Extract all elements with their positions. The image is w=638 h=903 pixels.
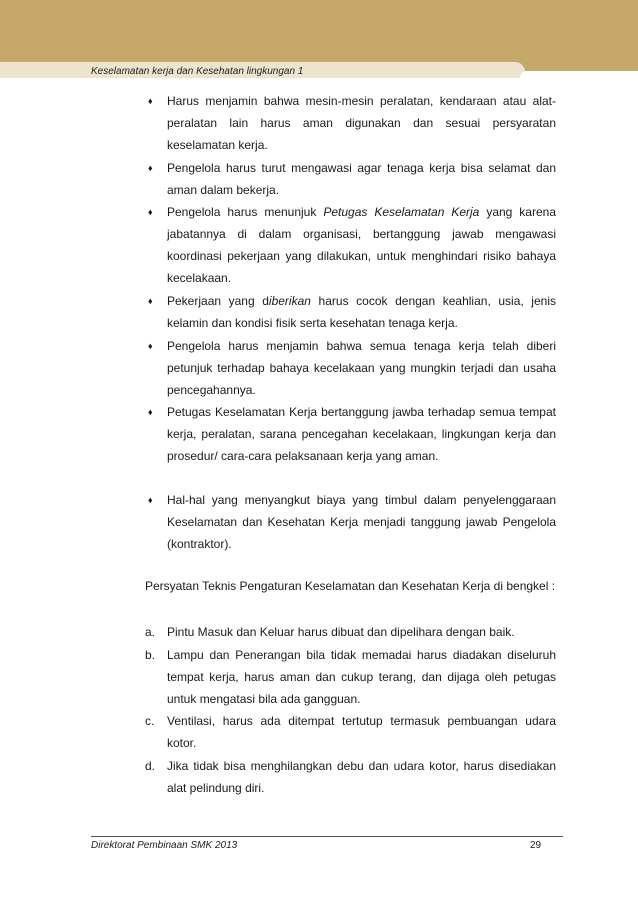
list-text: Jika tidak bisa menghilangkan debu dan udara kotor, harus disediakan alat pelindung diri. [167,759,556,795]
diamond-bullet-icon: ♦ [148,341,153,351]
bullet-item [148,401,556,467]
list-item [145,644,556,710]
list-text: Lampu dan Penerangan bila tidak memadai harus diadakan diseluruh tempat kerja, harus aman dan cukup terang, dan dijaga oleh petugas untuk mengatasi bila ada gangguan. [167,648,556,706]
bullet-text: Harus menjamin bahwa mesin-mesin peralatan, kendaraan atau alat-peralatan lain harus aman digunakan dan sesuai persyaratan keselamatan kerja. [167,94,556,152]
list-item [145,710,556,754]
bullet-item [148,157,556,201]
diamond-bullet-icon: ♦ [148,96,153,106]
page-number: 29 [530,840,542,851]
bullet-item [148,335,556,401]
bullet-text: Petugas Keselamatan Kerja bertanggung jawba terhadap semua tempat kerja, peralatan, sarana pencegahan kecelakaan, lingkungan kerja dan prosedur/ cara-cara pelaksanaan kerja yang aman. [167,405,556,463]
bullet-item [148,201,556,289]
list-text: Pintu Masuk dan Keluar harus dibuat dan dipelihara dengan baik. [167,625,515,639]
intro-paragraph: Persyatan Teknis Pengaturan Keselamatan dan Kesehatan Kerja di bengkel : [145,579,556,593]
header-notch [520,71,534,78]
footer-publisher: Direktorat Pembinaan SMK 2013 [91,840,238,851]
bullet-item [148,90,556,156]
list-label: d. [145,759,156,773]
list-text: Ventilasi, harus ada ditempat tertutup termasuk pembuangan udara kotor. [167,714,556,750]
list-label: b. [145,648,156,662]
diamond-bullet-icon: ♦ [148,407,153,417]
bullet-item [148,489,556,555]
list-item [145,621,556,643]
list-label: c. [145,714,155,728]
header-band [0,0,638,71]
bullet-text: Hal-hal yang menyangkut biaya yang timbul dalam penyelenggaraan Keselamatan dan Kesehatan Kerja menjadi tanggung jawab Pengelola (kontraktor). [167,493,556,551]
bullet-text-emphasis: iberikan [268,294,311,308]
footer-divider [91,836,563,837]
bullet-text-post: yang karena jabatannya di dalam organisasi, bertanggung jawab mengawasi koordinasi pekerjaan yang dilakukan, untuk menghindari risiko bahaya kecelakaan. [167,205,556,285]
bullet-text-pre: Pekerjaan yang d [167,294,269,308]
bullet-text: Pengelola harus menjamin bahwa semua tenaga kerja telah diberi petunjuk terhadap bahaya kecelakaan yang mungkin terjadi dan usaha pencegahannya. [167,339,556,397]
diamond-bullet-icon: ♦ [148,296,153,306]
bullet-text [167,201,556,289]
bullet-text-emphasis: Petugas Keselamatan Kerja [323,205,480,219]
bullet-text: Pengelola harus turut mengawasi agar tenaga kerja bisa selamat dan aman dalam bekerja. [167,161,556,197]
diamond-bullet-icon: ♦ [148,207,153,217]
running-header-title: Keselamatan kerja dan Kesehatan lingkungan 1 [91,66,304,77]
bullet-item [148,290,556,334]
bullet-text-post: harus cocok dengan keahlian, usia, jenis kelamin dan kondisi fisik serta kesehatan tenaga kerja. [167,294,556,330]
bullet-text [167,290,556,334]
list-label: a. [145,625,156,639]
list-item [145,755,556,799]
diamond-bullet-icon: ♦ [148,163,153,173]
diamond-bullet-icon: ♦ [148,495,153,505]
bullet-text-pre: Pengelola harus menunjuk [167,205,324,219]
